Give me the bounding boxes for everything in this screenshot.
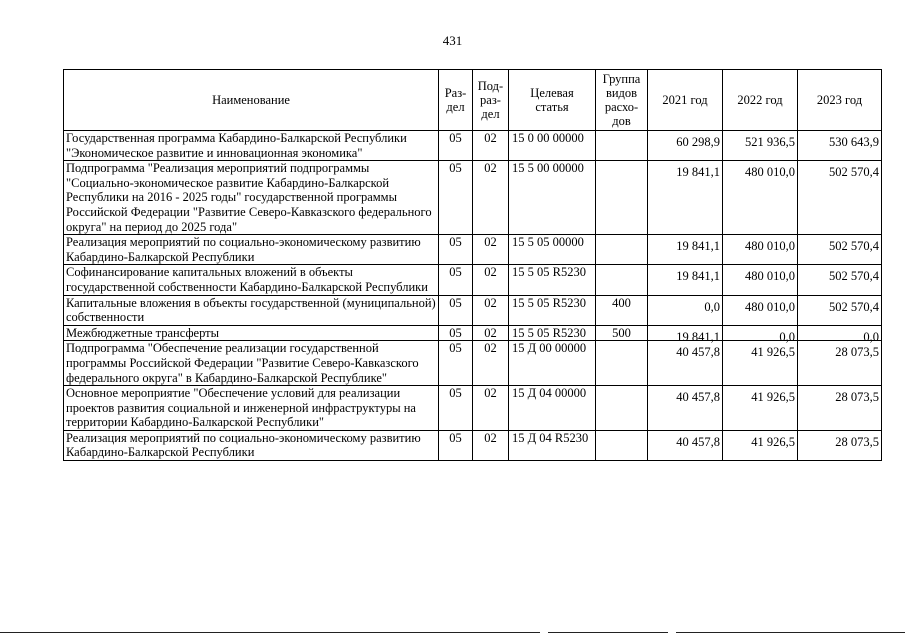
cell-2022-value: 41 926,5 [751,390,795,405]
cell-2021-value: 19 841,1 [676,329,720,344]
cell-subsection: 02 [473,131,509,161]
cell-2021 [648,131,723,161]
cell-2021 [648,235,723,265]
cell-name: Межбюджетные трансферты [64,325,439,341]
cell-subsection: 02 [473,235,509,265]
header-group: Группа видов расхо- дов [596,70,648,131]
table-row [64,430,882,460]
cell-2023 [798,161,882,235]
cell-2023-value: 502 570,4 [829,299,879,314]
table-row [64,235,882,265]
cell-name: Реализация мероприятий по социально-экономическому развитию Кабардино-Балкарской Республики [64,430,439,460]
cell-2022 [723,235,798,265]
cell-group: 500 [596,325,648,341]
footer-rule [0,632,540,633]
cell-2022-value: 41 926,5 [751,345,795,360]
cell-2021 [648,325,723,344]
cell-2022-value: 41 926,5 [751,434,795,449]
cell-name: Реализация мероприятий по социально-экономическому развитию Кабардино-Балкарской Республики [64,235,439,265]
cell-subsection: 02 [473,341,509,386]
table-row [64,265,882,295]
cell-section: 05 [439,341,473,386]
cell-2023-value: 502 570,4 [829,165,879,180]
table-row [64,131,882,161]
cell-2021 [648,341,723,386]
cell-subsection: 02 [473,386,509,431]
cell-2022 [723,430,798,460]
cell-2022-value: 480 010,0 [745,269,795,284]
cell-target: 15 5 05 R5230 [509,265,596,295]
header-name: Наименование [64,70,439,131]
cell-2023-value: 502 570,4 [829,239,879,254]
cell-group [596,265,648,295]
cell-2021 [648,265,723,295]
cell-group [596,235,648,265]
cell-2022 [723,265,798,295]
table-row [64,341,882,386]
cell-name: Подпрограмма "Обеспечение реализации государственной программы Российской Федерации "Развитие Северо-Кавказского федерального округа" в Кабардино-Балкарской Республике" [64,341,439,386]
cell-section: 05 [439,265,473,295]
cell-2022 [723,161,798,235]
cell-name: Основное мероприятие "Обеспечение условий для реализации проектов развития социальной и инженерной инфраструктуры на территории Кабардино-Балкарской Республики" [64,386,439,431]
cell-2021-value: 0,0 [704,299,720,314]
cell-2023 [798,386,882,431]
footer-rule [676,632,905,633]
cell-2022-value: 480 010,0 [745,165,795,180]
cell-2022-value: 0,0 [779,329,795,344]
cell-2023-value: 0,0 [863,329,879,344]
cell-2021-value: 19 841,1 [676,269,720,284]
cell-2021-value: 60 298,9 [676,135,720,149]
cell-section: 05 [439,430,473,460]
cell-2023 [798,430,882,460]
table-row [64,386,882,431]
cell-2023 [798,341,882,386]
cell-2022 [723,131,798,161]
cell-2023-value: 502 570,4 [829,269,879,284]
cell-2023 [798,265,882,295]
cell-2023-value: 28 073,5 [835,434,879,449]
cell-group [596,386,648,431]
cell-2022 [723,341,798,386]
cell-subsection: 02 [473,325,509,341]
table-row [64,161,882,235]
cell-section: 05 [439,131,473,161]
cell-target: 15 0 00 00000 [509,131,596,161]
cell-subsection: 02 [473,161,509,235]
table-body [64,131,882,461]
cell-2022-value: 480 010,0 [745,239,795,254]
cell-section: 05 [439,325,473,341]
cell-2023-value: 28 073,5 [835,345,879,360]
cell-2023-value: 28 073,5 [835,390,879,405]
cell-group [596,131,648,161]
cell-2021 [648,430,723,460]
cell-2022-value: 521 936,5 [745,135,795,149]
cell-section: 05 [439,161,473,235]
cell-target: 15 Д 04 00000 [509,386,596,431]
table-row [64,295,882,325]
cell-subsection: 02 [473,265,509,295]
cell-group [596,430,648,460]
budget-table [63,69,882,461]
cell-2021-value: 40 457,8 [676,434,720,449]
cell-target: 15 5 05 00000 [509,235,596,265]
cell-2023 [798,295,882,325]
header-2023: 2023 год [798,70,882,131]
header-2022: 2022 год [723,70,798,131]
cell-subsection: 02 [473,295,509,325]
cell-2023 [798,235,882,265]
header-section: Раз- дел [439,70,473,131]
cell-2021 [648,386,723,431]
header-subsection: Под- раз- дел [473,70,509,131]
page-number: 431 [442,33,463,48]
table-header-row [64,70,882,131]
cell-target: 15 5 05 R5230 [509,295,596,325]
cell-2022 [723,325,798,344]
cell-2022 [723,386,798,431]
cell-section: 05 [439,235,473,265]
cell-group: 400 [596,295,648,325]
cell-2021-value: 40 457,8 [676,390,720,405]
cell-2021-value: 40 457,8 [676,345,720,360]
footer-rule [548,632,668,633]
cell-2023-value: 530 643,9 [829,135,879,149]
table-row [64,325,882,341]
cell-group [596,161,648,235]
cell-2021 [648,295,723,325]
cell-target: 15 Д 04 R5230 [509,430,596,460]
cell-target: 15 Д 00 00000 [509,341,596,386]
cell-2021-value: 19 841,1 [676,239,720,254]
cell-group [596,341,648,386]
cell-2023 [798,325,882,344]
cell-name: Государственная программа Кабардино-Балкарской Республики "Экономическое развитие и инновационная экономика" [64,131,439,161]
cell-target: 15 5 05 R5230 [509,325,596,341]
cell-name: Подпрограмма "Реализация мероприятий подпрограммы "Социально-экономическое развитие Кабардино-Балкарской Республики на 2016 - 2025 годы" государственной программы Российской Федерации "Развитие Северо-Кавказского федерального округа" на период до 2025 года" [64,161,439,235]
cell-2022 [723,295,798,325]
cell-2023 [798,131,882,161]
cell-2021 [648,161,723,235]
cell-2021-value: 19 841,1 [676,165,720,180]
header-target: Целевая статья [509,70,596,131]
cell-section: 05 [439,386,473,431]
cell-2022-value: 480 010,0 [745,299,795,314]
cell-section: 05 [439,295,473,325]
cell-name: Капитальные вложения в объекты государственной (муниципальной) собственности [64,295,439,325]
cell-target: 15 5 00 00000 [509,161,596,235]
header-2021: 2021 год [648,70,723,131]
cell-subsection: 02 [473,430,509,460]
cell-name: Софинансирование капитальных вложений в объекты государственной собственности Кабардино-Балкарской Республики [64,265,439,295]
